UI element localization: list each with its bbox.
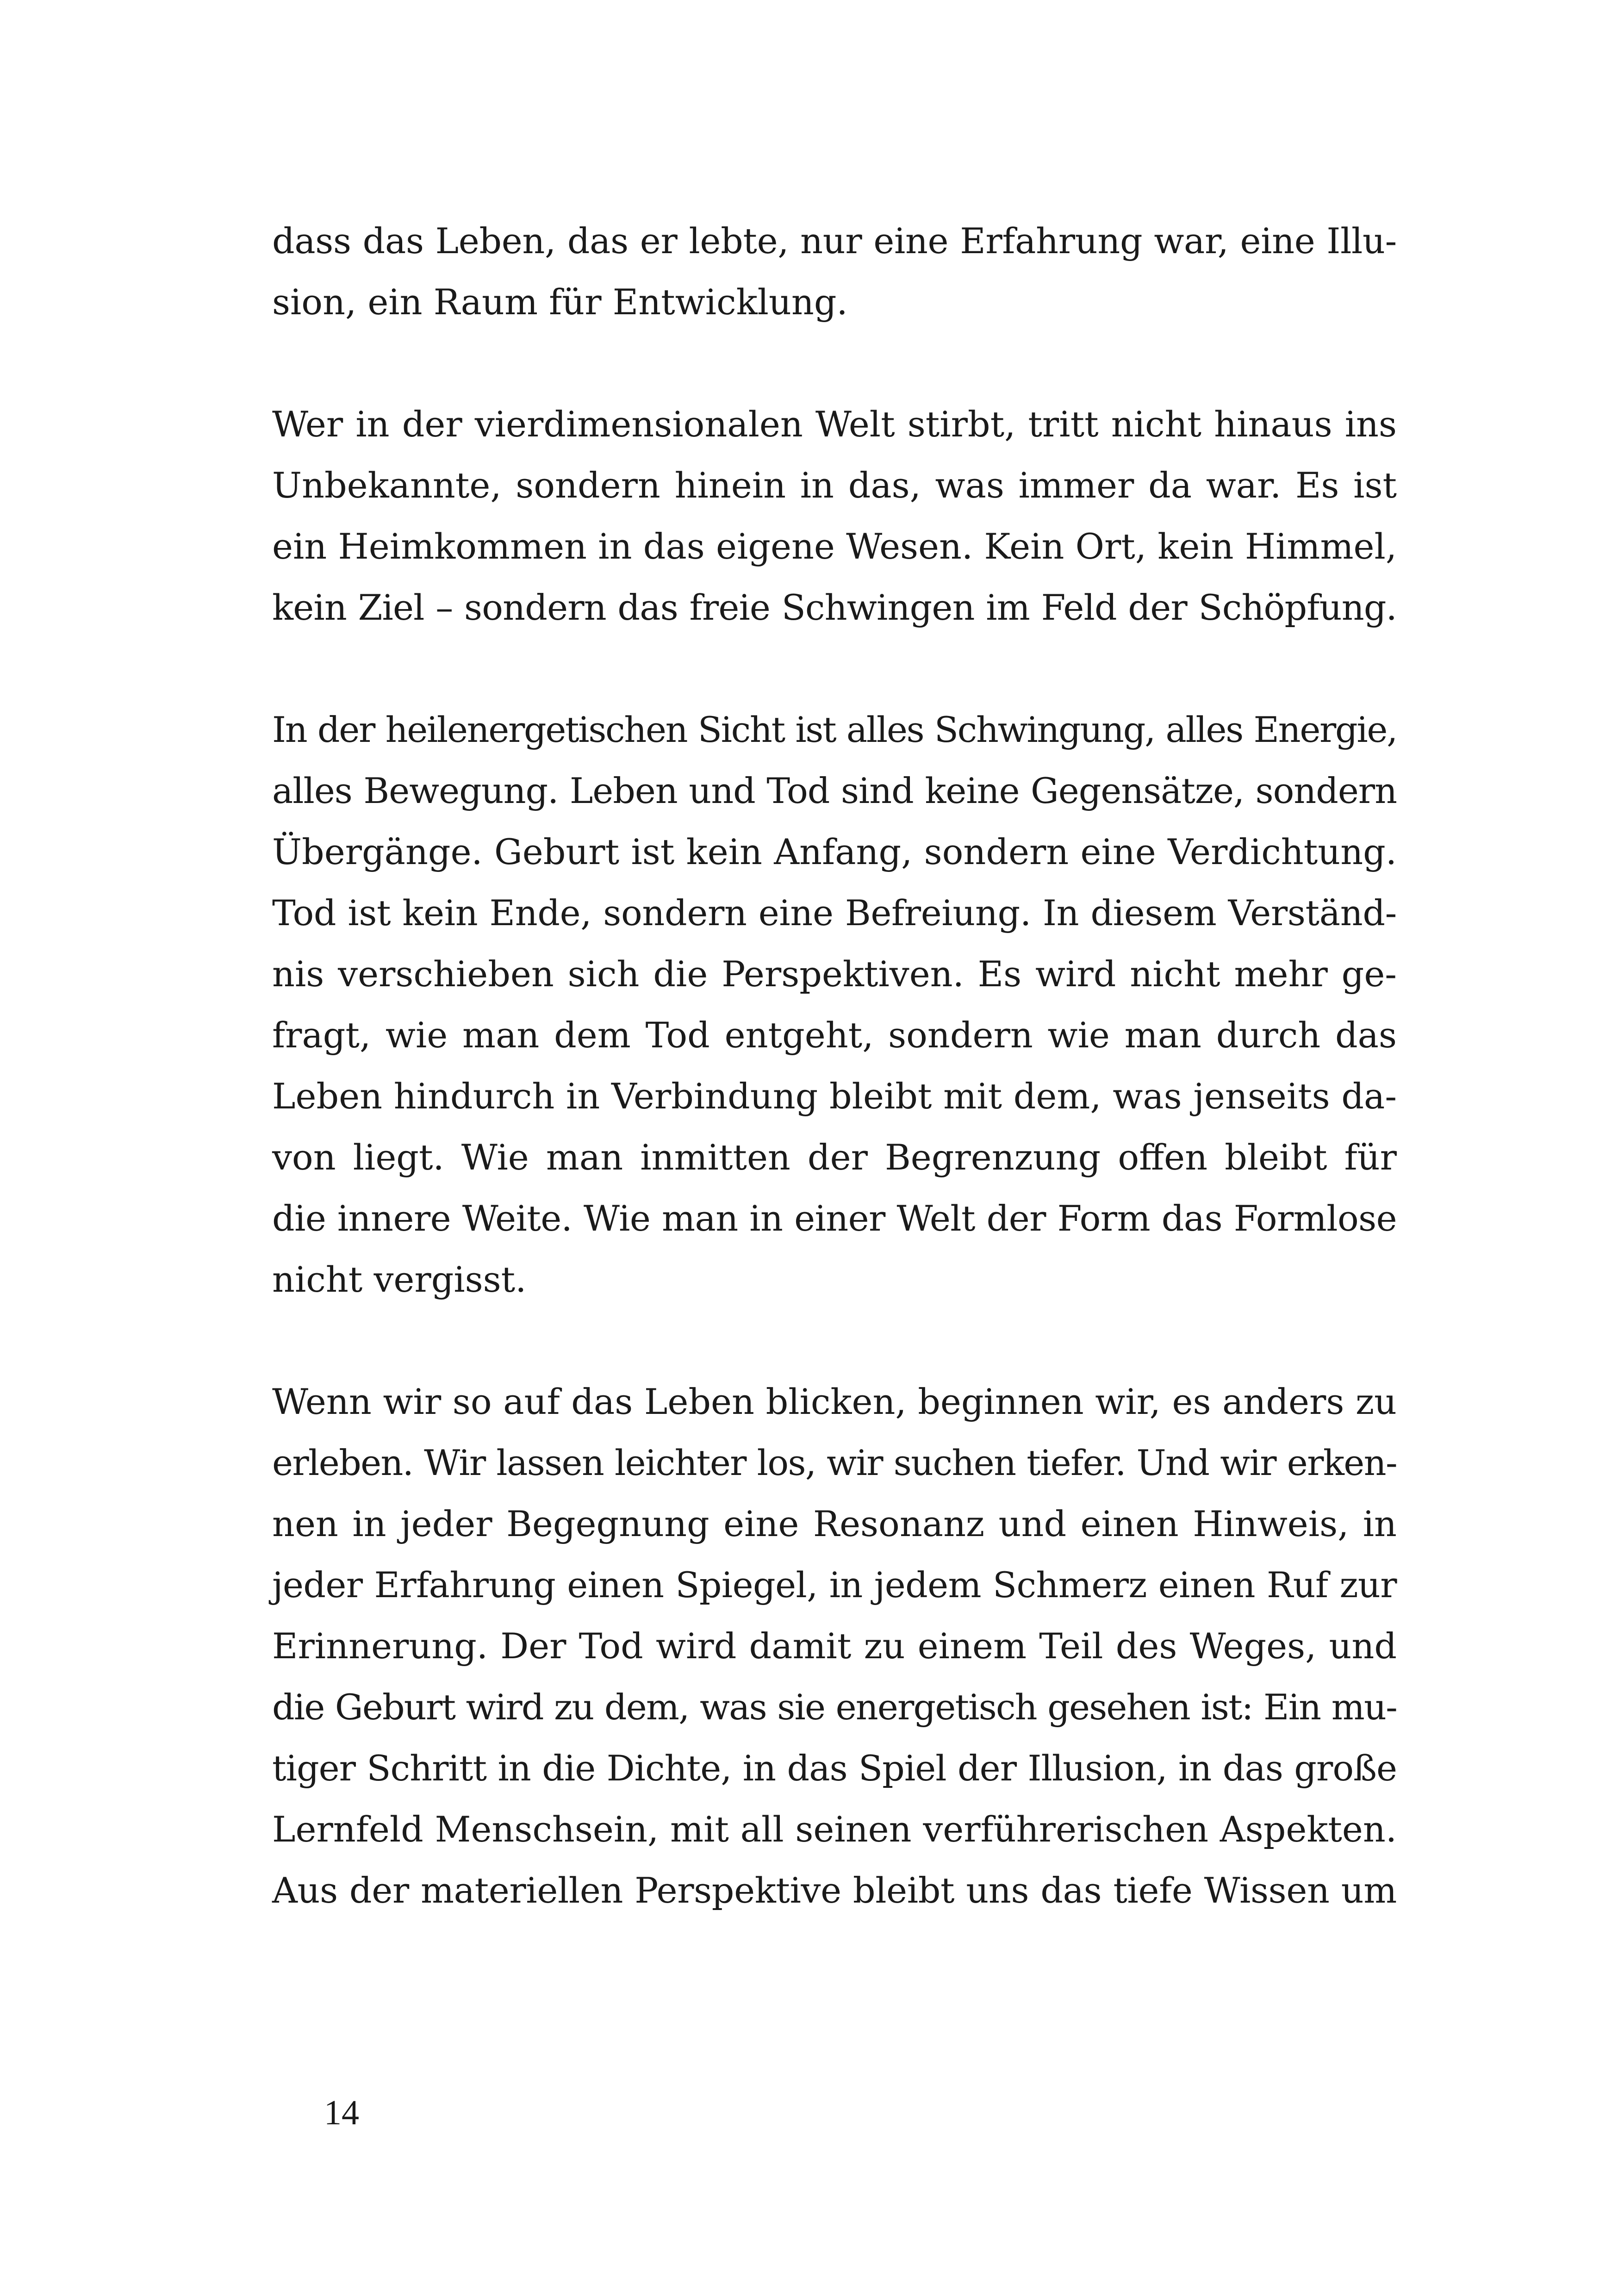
text-line: Aus der materiellen Perspektive bleibt uns das tiefe Wissen um [272, 1870, 1397, 1911]
text-line: ein Heimkommen in das eigene Wesen. Kein Ort, kein Himmel, [272, 526, 1397, 567]
text-line: die innere Weite. Wie man in einer Welt der Form das Formlose [272, 1198, 1397, 1239]
text-line: alles Bewegung. Leben und Tod sind keine Gegensätze, sondern [272, 770, 1397, 811]
text-line: Wenn wir so auf das Leben blicken, beginnen wir, es anders zu [272, 1381, 1397, 1422]
paragraph-4 [272, 1371, 1397, 1921]
text-line: Unbekannte, sondern hinein in das, was immer da war. Es ist [272, 465, 1397, 506]
text-line: Übergänge. Geburt ist kein Anfang, sondern eine Verdichtung. [272, 831, 1397, 872]
paragraph-1 [272, 211, 1397, 333]
text-line: nicht vergisst. [272, 1259, 527, 1300]
paragraph-3 [272, 699, 1397, 1310]
text-line: die Geburt wird zu dem, was sie energetisch gesehen ist: Ein mu- [272, 1686, 1397, 1728]
text-line: sion, ein Raum für Entwicklung. [272, 281, 848, 323]
text-line: Lernfeld Menschsein, mit all seinen verführerischen Aspekten. [272, 1809, 1397, 1850]
text-line: dass das Leben, das er lebte, nur eine Erfahrung war, eine Illu- [272, 220, 1397, 261]
text-line: nen in jeder Begegnung eine Resonanz und einen Hinweis, in [272, 1503, 1397, 1544]
text-line: nis verschieben sich die Perspektiven. Es wird nicht mehr ge- [272, 953, 1397, 995]
text-line: Tod ist kein Ende, sondern eine Befreiung. In diesem Verständ- [272, 892, 1397, 933]
body-text [272, 211, 1397, 1921]
paragraph-2 [272, 394, 1397, 638]
text-line: erleben. Wir lassen leichter los, wir suchen tiefer. Und wir erken- [272, 1442, 1397, 1483]
text-line: Leben hindurch in Verbindung bleibt mit dem, was jenseits da- [272, 1076, 1397, 1117]
text-line: kein Ziel – sondern das freie Schwingen im Feld der Schöpfung. [272, 587, 1397, 628]
page-number: 14 [324, 2093, 359, 2132]
text-line: tiger Schritt in die Dichte, in das Spiel der Illusion, in das große [272, 1748, 1397, 1789]
text-line: Erinnerung. Der Tod wird damit zu einem Teil des Weges, und [272, 1625, 1397, 1667]
text-line: von liegt. Wie man inmitten der Begrenzung offen bleibt für [272, 1137, 1397, 1178]
text-line: jeder Erfahrung einen Spiegel, in jedem Schmerz einen Ruf zur [272, 1564, 1397, 1605]
text-line: fragt, wie man dem Tod entgeht, sondern wie man durch das [272, 1014, 1397, 1056]
text-line: In der heilenergetischen Sicht ist alles Schwingung, alles Energie, [272, 709, 1397, 750]
text-line: Wer in der vierdimensionalen Welt stirbt, tritt nicht hinaus ins [272, 404, 1397, 445]
